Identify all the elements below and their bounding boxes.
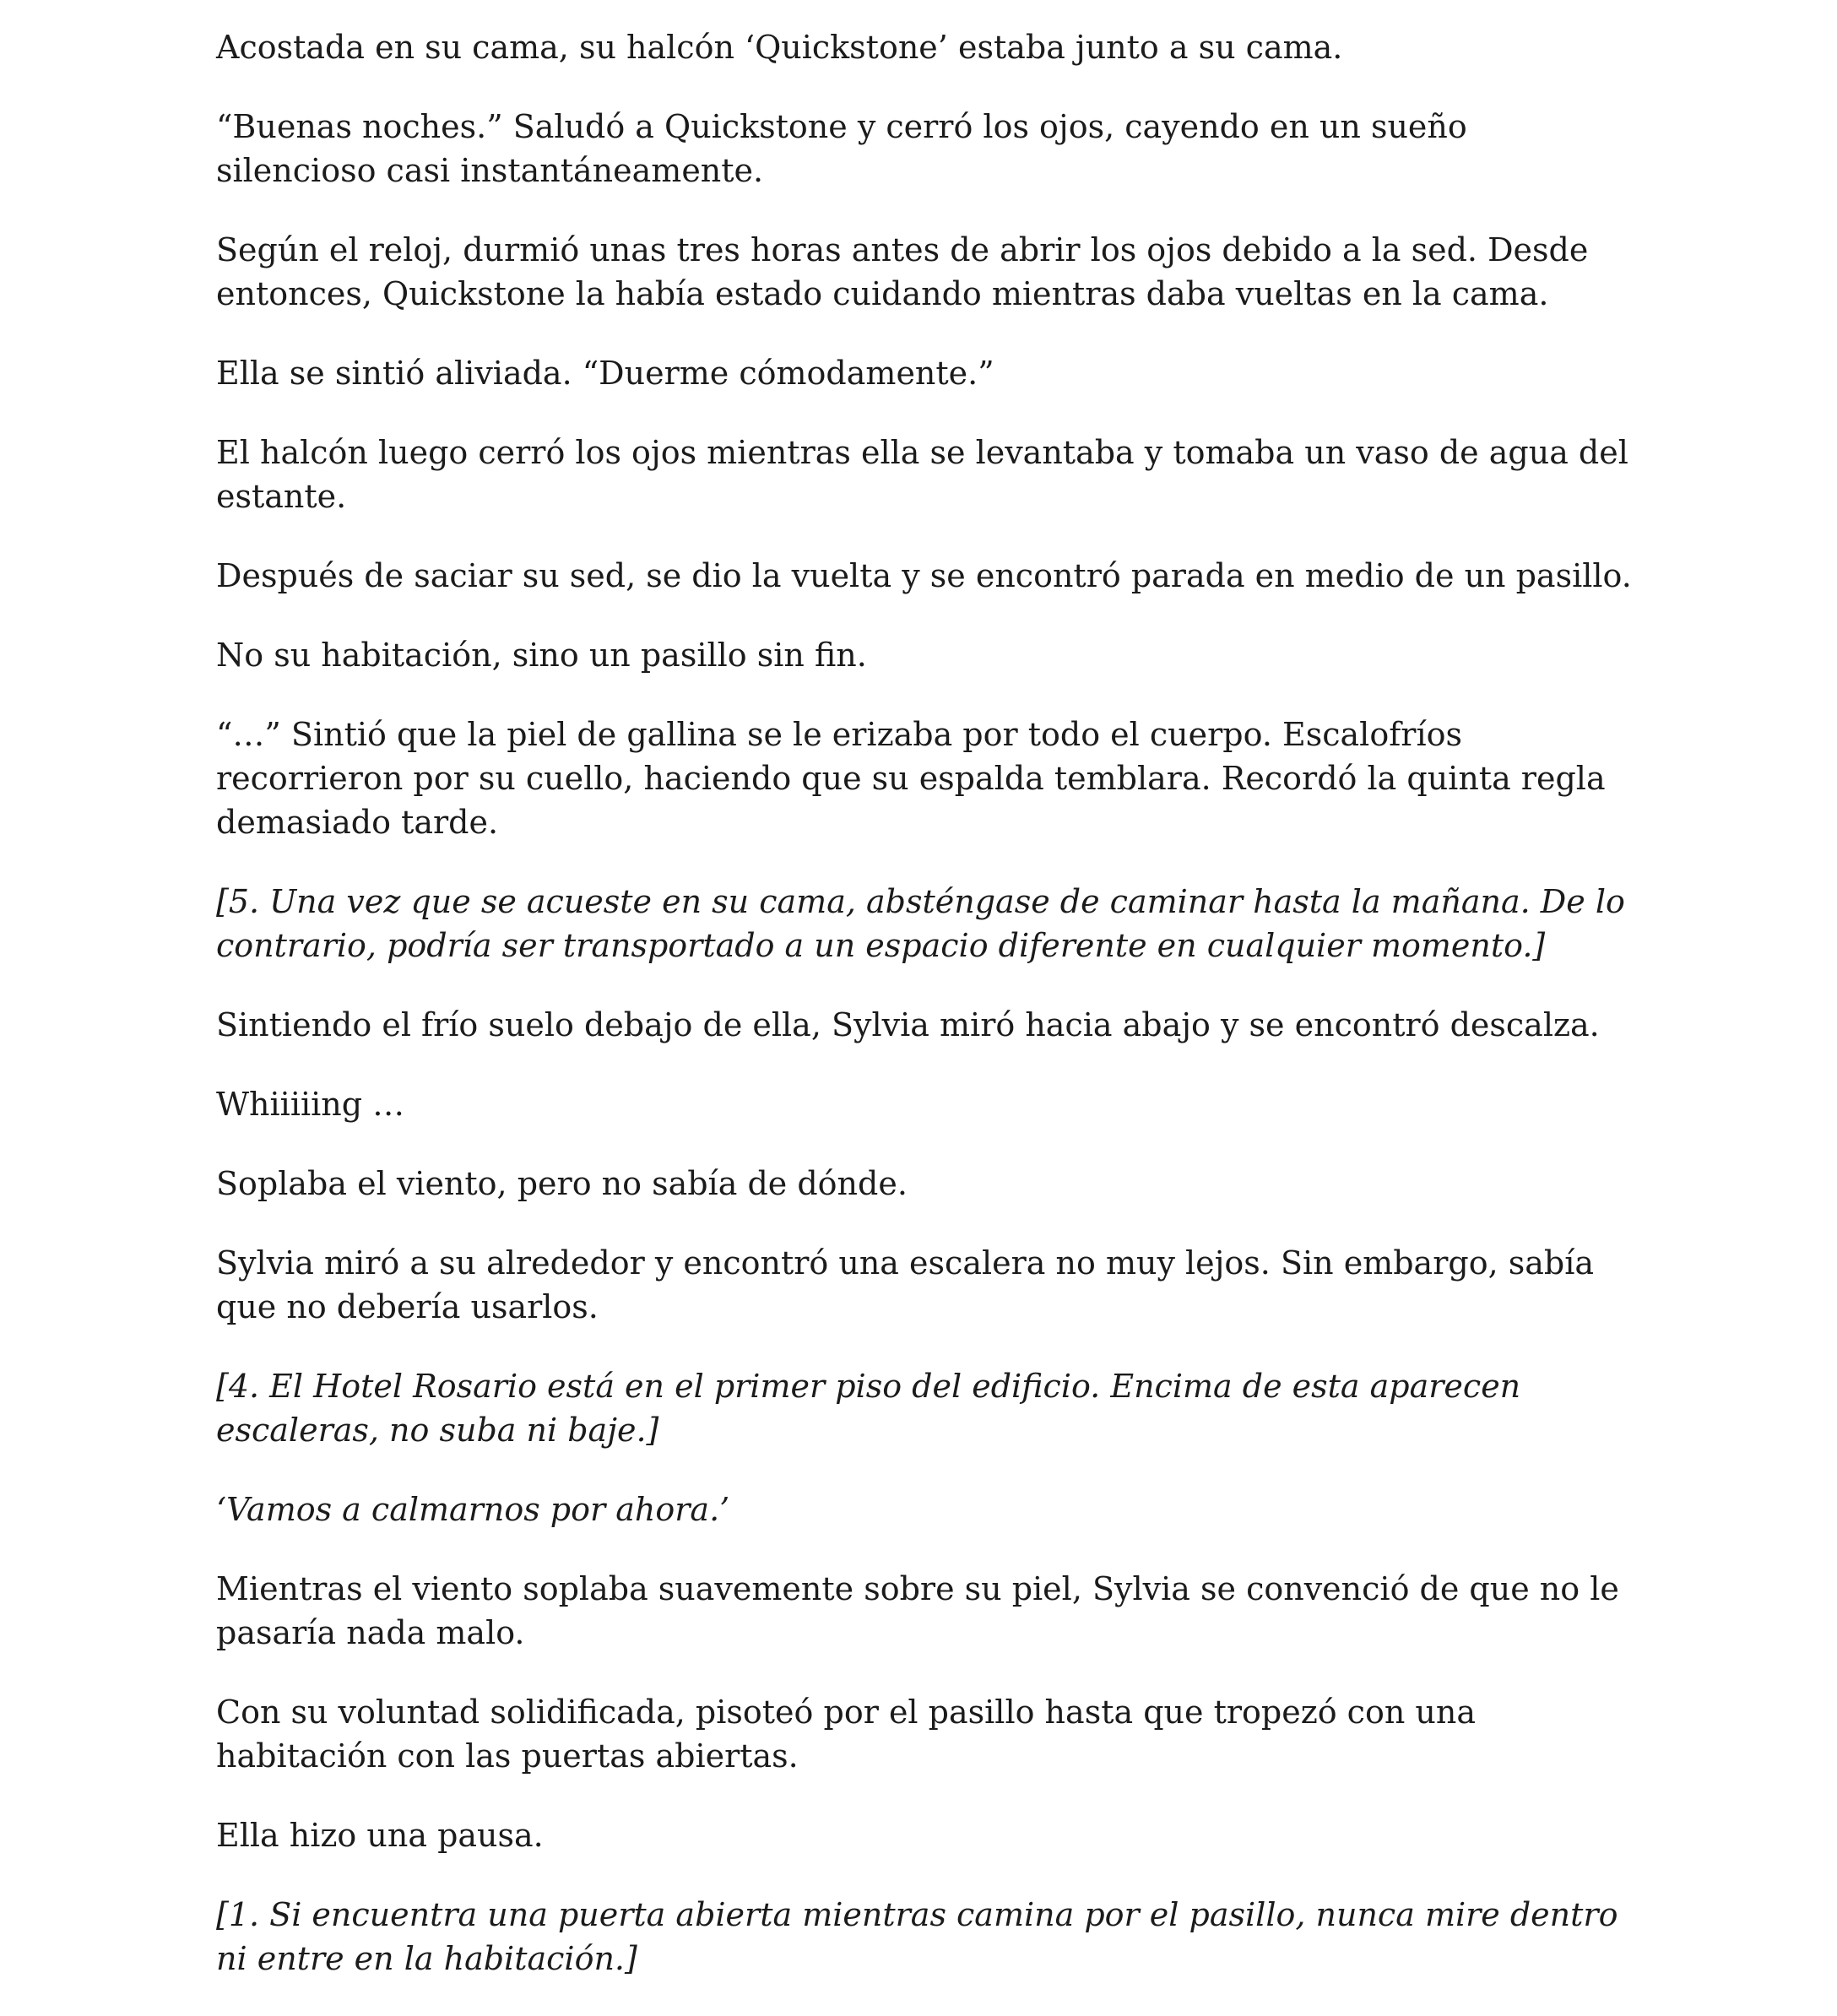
document-body [216,25,1634,2016]
paragraph-16: Mientras el viento soplaba suavemente sobre su piel, Sylvia se convenció de que no le pasaría nada malo. [216,1570,1619,1651]
inner-thought: ‘Vamos a calmarnos por ahora.’ [216,1491,730,1528]
paragraph-8: “…” Sintió que la piel de gallina se le erizaba por todo el cuerpo. Escalofríos recorrieron por su cuello, haciendo que su espalda temblara. Recordó la quinta regla demasiado tarde. [216,716,1606,841]
paragraph-17: Con su voluntad solidificada, pisoteó por el pasillo hasta que tropezó con una habitación con las puertas abiertas. [216,1694,1476,1775]
paragraph-1: Acostada en su cama, su halcón ‘Quickstone’ estaba junto a su cama. [216,29,1343,66]
paragraph-6: Después de saciar su sed, se dio la vuelta y se encontró parada en medio de un pasillo. [216,557,1632,594]
rule-4-quote: [4. El Hotel Rosario está en el primer piso del edificio. Encima de esta aparecen escaleras, no suba ni baje.] [216,1368,1521,1449]
paragraph-11: Whiiiiing … [216,1086,405,1123]
paragraph-4: Ella se sintió aliviada. “Duerme cómodamente.” [216,355,994,392]
rule-5-quote: [5. Una vez que se acueste en su cama, absténgase de caminar hasta la mañana. De lo contrario, podría ser transportado a un espacio diferente en cualquier momento.] [216,883,1625,964]
paragraph-18: Ella hizo una pausa. [216,1817,544,1854]
paragraph-10: Sintiendo el frío suelo debajo de ella, Sylvia miró hacia abajo y se encontró descalza. [216,1006,1600,1043]
paragraph-7: No su habitación, sino un pasillo sin fin. [216,637,867,674]
paragraph-3: Según el reloj, durmió unas tres horas antes de abrir los ojos debido a la sed. Desde entonces, Quickstone la había estado cuidando mientras daba vueltas en la cama. [216,231,1589,312]
paragraph-5: El halcón luego cerró los ojos mientras ella se levantaba y tomaba un vaso de agua del estante. [216,434,1628,515]
paragraph-12: Soplaba el viento, pero no sabía de dónde. [216,1165,908,1202]
paragraph-13: Sylvia miró a su alrededor y encontró una escalera no muy lejos. Sin embargo, sabía que no debería usarlos. [216,1244,1595,1325]
rule-1-quote: [1. Si encuentra una puerta abierta mientras camina por el pasillo, nunca mire dentro ni entre en la habitación.] [216,1896,1618,1977]
paragraph-2: “Buenas noches.” Saludó a Quickstone y cerró los ojos, cayendo en un sueño silencioso casi instantáneamente. [216,108,1467,189]
